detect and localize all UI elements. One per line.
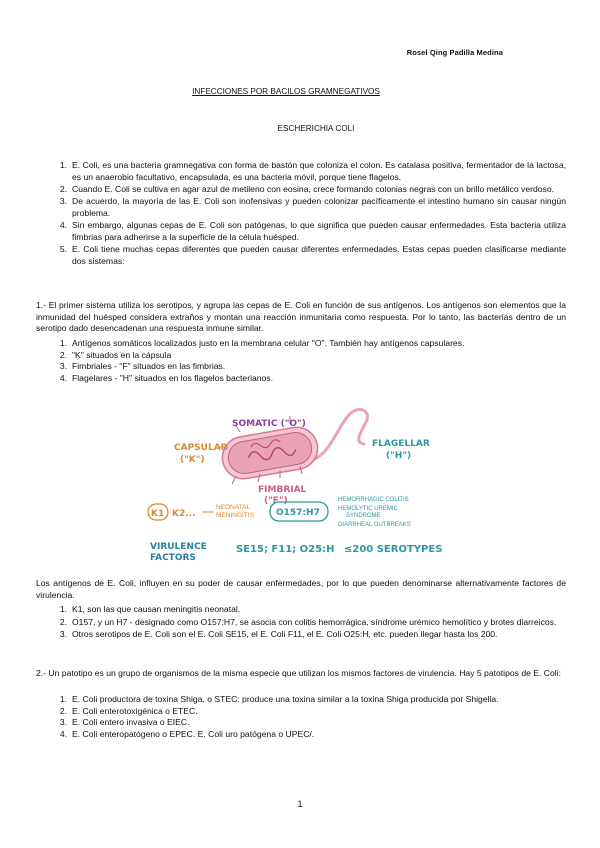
flagellum	[312, 409, 367, 460]
list-text: Fimbriales - "F" situados en las fimbrias.	[72, 361, 226, 372]
list-text: E. Coli entero invasiva o EIEC.	[72, 717, 190, 728]
document-title-text: INFECCIONES POR BACILOS GRAMNEGATIVOS	[192, 87, 380, 96]
factors-label: FACTORS	[150, 553, 196, 563]
list-item	[59, 616, 566, 629]
list-number: 4.	[59, 728, 67, 739]
page-number: 1	[297, 799, 303, 809]
list-item	[59, 160, 566, 183]
paragraph-pathotypes: 2.- Un patotipo es un grupo de organismos de la misma especie que utilizan los mismos factores de virulencia. Hay 5 patotipos de E. Coli:	[36, 668, 561, 678]
list-number: 4.	[59, 372, 67, 383]
serotype-count: ≤200 SEROTYPES	[344, 544, 443, 555]
section-subtitle: ESCHERICHIA COLI	[277, 124, 355, 133]
ecoli-antigen-illustration	[140, 402, 480, 568]
list-item	[59, 183, 566, 196]
list-number: 3.	[59, 629, 67, 640]
list-item	[59, 338, 566, 350]
capsular-k-label: ("K")	[180, 455, 205, 465]
list-text: E. Coli tiene muchas cepas diferentes que pueden causar diferentes enfermedades. Estas cepas pueden clasificarse mediante dos sistemas:	[72, 244, 566, 266]
intro-list	[59, 160, 566, 268]
fimbrial-f-label: ("F")	[264, 496, 288, 506]
flagellar-label: FLAGELLAR	[372, 439, 430, 449]
list-text: Cuando E. Coli se cultiva en agar azul de metileno con eosina, crece formando colonias negras con un brillo metálico verdoso.	[72, 183, 554, 194]
antigen-list	[59, 338, 566, 384]
list-text: E. Coli enterotoxigénica o ETEC.	[72, 705, 198, 716]
list-number: 3.	[59, 196, 67, 207]
list-number: 1.	[59, 160, 67, 170]
pathotype-list	[59, 694, 566, 740]
list-item	[59, 349, 566, 362]
list-number: 2.	[59, 616, 67, 627]
list-number: 1.	[59, 338, 67, 348]
k1-label: K1	[151, 509, 165, 519]
paragraph-virulence: Los antígenos de E. Coli, influyen en su poder de causar enfermedades, por lo que pueden denominarse alternativamente factores de virulencia.	[36, 578, 566, 600]
o157-label: O157:H7	[276, 508, 320, 518]
author-name: Rosel Qing Padilla Medina	[406, 48, 503, 57]
list-item	[59, 372, 566, 385]
capsular-label: CAPSULAR	[174, 443, 228, 453]
effect-3: SYNDROME	[346, 513, 381, 519]
effect-1: HEMORRHAGIC COLITIS	[338, 497, 409, 503]
paragraph-serotypes: 1.- El primer sistema utiliza los serotipos, y agrupa las cepas de E. Coli en función de sus antígenos. Los antígenos son elementos que la inmunidad del huésped considera extraños y montan una reacción inmunitaria como respuesta. Por lo tanto, las bacterias dentro de un serotipo dado desencadenan una respuesta inmune similar.	[36, 300, 566, 334]
list-item	[59, 244, 566, 267]
somatic-label: SOMATIC ("O")	[232, 419, 306, 429]
list-number: 3.	[59, 717, 67, 728]
list-item	[59, 361, 566, 373]
flagellar-h-label: ("H")	[386, 451, 412, 461]
list-number: 2.	[59, 183, 67, 194]
list-text: K1, son las que causan meningitis neonatal.	[72, 604, 241, 614]
neonatal-label: NEONATAL	[216, 504, 251, 511]
list-number: 3.	[59, 361, 67, 372]
list-text: E. Coli enteropatógeno o EPEC. E. Coli uro patógena o UPEC/.	[72, 728, 315, 739]
list-item	[59, 604, 566, 616]
list-number: 1.	[59, 604, 67, 614]
list-number: 2.	[59, 349, 67, 360]
list-text: E. Coli, es una bacteria gramnegativa con forma de bastón que coloniza el colon. Es catalasa positiva, fermentador de la lactosa, es un anaerobio facultativo, encapsulada, es una bacteria móvil, porque tiene flagelos.	[72, 160, 566, 182]
k2-label: K2...	[172, 509, 196, 519]
list-item	[59, 220, 566, 243]
document-title	[0, 86, 600, 98]
list-text: O157, y un H7 - designado como O157:H7, se asocia con colitis hemorrágica, síndrome urémico hemolítico y brotes diarreicos.	[72, 616, 557, 627]
list-text: E. Coli productora de toxina Shiga, o STEC: produce una toxina similar a la toxina Shiga producida por Shigella.	[72, 694, 499, 704]
list-item	[59, 196, 566, 219]
list-text: Otros serotipos de E. Coli son el E. Coli SE15, el E. Coli F11, el E. Coli O25:H, etc. pueden llegar hasta los 200.	[72, 629, 498, 640]
list-item	[59, 629, 566, 641]
fimbrial-label: FIMBRIAL	[258, 485, 307, 495]
effect-4: DIARRHEAL OUTBREAKS	[338, 522, 411, 528]
list-text: Sin embargo, algunas cepas de E. Coli son patógenas, lo que significa que pueden causar enfermedades. Esta bacteria utiliza fimbrias para adherirse a la superficie de la célula huésped.	[72, 220, 566, 242]
list-item	[59, 705, 566, 718]
serotype-examples: SE15; F11; O25:H	[236, 544, 335, 555]
list-text: Antígenos somáticos localizados justo en la membrana celular "O". También hay antígenos capsulares.	[72, 338, 465, 348]
list-number: 2.	[59, 705, 67, 716]
virulence-list	[59, 604, 566, 642]
list-item	[59, 717, 566, 729]
list-item	[59, 728, 566, 741]
list-text: De acuerdo, la mayoría de las E. Coli son inofensivas y pueden colonizar pacíficamente el intestino humano sin causar ningún problema.	[72, 196, 566, 218]
meningitis-label: MENINGITIS	[216, 512, 254, 519]
list-number: 5.	[59, 244, 67, 255]
list-number: 4.	[59, 220, 67, 231]
list-number: 1.	[59, 694, 67, 704]
virulence-label: VIRULENCE	[150, 542, 207, 552]
effect-2: HEMOLYTIC UREMIC	[338, 506, 398, 512]
list-text: "K" situados en la cápsula	[72, 349, 172, 360]
list-text: Flagelares - "H" situados en los flagelos bacterianos.	[72, 372, 273, 383]
list-item	[59, 694, 566, 706]
